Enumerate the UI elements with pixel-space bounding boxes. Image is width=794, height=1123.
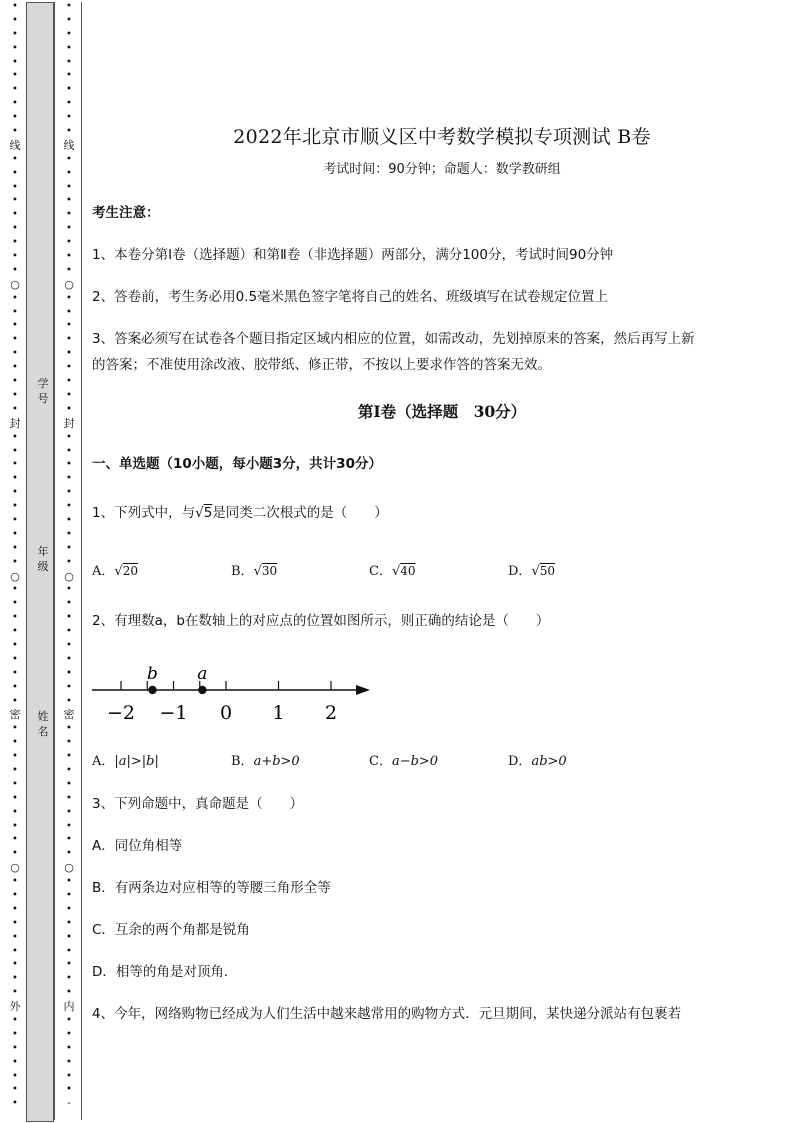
outer-binding-word: 外 xyxy=(9,1000,21,1014)
q1-option-b xyxy=(231,560,277,579)
binding-dot: • xyxy=(66,959,72,971)
binding-dot: • xyxy=(12,501,18,513)
binding-dot: • xyxy=(66,876,72,888)
option-letter: A． xyxy=(92,564,115,579)
binding-dot: • xyxy=(12,792,18,804)
binding-dot: • xyxy=(12,70,18,82)
binding-dot: • xyxy=(66,667,72,679)
binding-dot: • xyxy=(66,42,72,54)
binding-dot: • xyxy=(12,389,18,401)
binding-dot: • xyxy=(66,695,72,707)
binding-dot: • xyxy=(66,737,72,749)
binding-dot: • xyxy=(66,251,72,263)
binding-dot: • xyxy=(12,473,18,485)
binding-dot: • xyxy=(12,737,18,749)
notice-item-1: 1、本卷分第I卷（选择题）和第Ⅱ卷（非选择题）两部分，满分100分，考试时间90分钟 xyxy=(92,247,614,263)
binding-dot: • xyxy=(66,501,72,513)
binding-dot: • xyxy=(66,56,72,68)
binding-dot: • xyxy=(66,292,72,304)
question-2: 2、有理数a，b在数轴上的对应点的位置如图所示，则正确的结论是（ ） xyxy=(92,613,550,629)
number-line-tick-label: 0 xyxy=(219,702,233,724)
binding-dot: • xyxy=(66,98,72,110)
binding-ring: ○ xyxy=(64,277,74,291)
option-letter: B． xyxy=(231,754,254,769)
binding-dot: • xyxy=(12,320,18,332)
binding-dot: • xyxy=(66,84,72,96)
binding-dot: • xyxy=(12,14,18,26)
binding-dot: • xyxy=(12,639,18,651)
binding-dot: • xyxy=(66,834,72,846)
binding-dot: • xyxy=(12,1098,18,1110)
name-label: 姓名 xyxy=(37,710,49,738)
binding-dot: • xyxy=(12,1084,18,1096)
inner-binding-word: 线 xyxy=(63,138,75,152)
binding-dot: • xyxy=(66,945,72,957)
binding-dot: • xyxy=(12,528,18,540)
binding-dot: • xyxy=(12,848,18,860)
q1-option-a xyxy=(92,560,138,579)
option-expression: a−b>0 xyxy=(391,754,439,769)
notice-item-2: 2、答卷前，考生务必用0.5毫米黑色签字笔将自己的姓名、班级填写在试卷规定位置上 xyxy=(92,289,609,305)
binding-dot: • xyxy=(66,389,72,401)
binding-dot: • xyxy=(66,1084,72,1096)
number-line-tick-label: −2 xyxy=(106,702,136,724)
binding-dot: • xyxy=(12,264,18,276)
binding-dot: • xyxy=(12,820,18,832)
binding-dot: • xyxy=(66,903,72,915)
binding-ring: ○ xyxy=(64,569,74,583)
binding-dot: • xyxy=(12,167,18,179)
binding-end-mark: - xyxy=(67,1098,71,1110)
binding-dot: • xyxy=(66,514,72,526)
binding-dot: • xyxy=(66,598,72,610)
number-line-tick-label: 2 xyxy=(324,702,338,724)
binding-dot: • xyxy=(66,639,72,651)
number-line-tick-label: −1 xyxy=(159,702,188,724)
notice-item-3-line-2: 的答案；不准使用涂改液、胶带纸、修正带，不按以上要求作答的答案无效。 xyxy=(92,357,551,373)
binding-dot: • xyxy=(12,626,18,638)
binding-dot: • xyxy=(12,876,18,888)
binding-dot: • xyxy=(12,598,18,610)
binding-dot: • xyxy=(12,931,18,943)
binding-dot: • xyxy=(66,778,72,790)
question-1-text-before: 1、下列式中，与 xyxy=(92,505,196,521)
student-number-label: 学号 xyxy=(37,377,49,405)
binding-dot: • xyxy=(66,556,72,568)
binding-dot: • xyxy=(12,681,18,693)
binding-dot: • xyxy=(66,459,72,471)
option-letter: A． xyxy=(92,754,115,769)
binding-dot: • xyxy=(12,56,18,68)
question-1 xyxy=(92,501,388,521)
exam-info: 考试时间：90分钟；命题人：数学教研组 xyxy=(323,162,561,177)
binding-dot: • xyxy=(66,1056,72,1068)
binding-dot: • xyxy=(66,653,72,665)
binding-dot: • xyxy=(12,209,18,221)
outer-binding-word: 封 xyxy=(9,416,21,430)
binding-dot: • xyxy=(12,973,18,985)
number-line-figure xyxy=(88,656,378,728)
binding-dot: • xyxy=(66,1070,72,1082)
binding-dot: • xyxy=(12,376,18,388)
binding-dot: • xyxy=(12,306,18,318)
option-radicand: 20 xyxy=(122,564,138,578)
binding-dot: • xyxy=(12,1015,18,1027)
binding-dot: • xyxy=(12,403,18,415)
binding-dot: • xyxy=(12,181,18,193)
binding-dot: • xyxy=(66,973,72,985)
binding-dot: • xyxy=(66,181,72,193)
binding-dot: • xyxy=(66,848,72,860)
binding-dot: • xyxy=(12,751,18,763)
q3-option-b: B．有两条边对应相等的等腰三角形全等 xyxy=(92,880,331,896)
binding-ring: ○ xyxy=(64,861,74,875)
binding-dot: • xyxy=(12,153,18,165)
binding-dot: • xyxy=(12,542,18,554)
binding-dot: • xyxy=(12,1028,18,1040)
inner-binding-column xyxy=(63,0,75,1123)
binding-dot: • xyxy=(66,820,72,832)
binding-dot: • xyxy=(66,376,72,388)
inner-binding-word: 内 xyxy=(63,1000,75,1014)
option-letter: D． xyxy=(508,754,532,769)
binding-dot: • xyxy=(66,70,72,82)
binding-dot: • xyxy=(12,223,18,235)
binding-dot: • xyxy=(12,917,18,929)
binding-dot: • xyxy=(12,945,18,957)
binding-dot: • xyxy=(66,626,72,638)
outer-binding-column xyxy=(9,0,21,1123)
option-radicand: 30 xyxy=(261,564,278,578)
binding-dot: • xyxy=(66,764,72,776)
binding-dot: • xyxy=(12,292,18,304)
binding-dot: • xyxy=(66,806,72,818)
binding-dot: • xyxy=(12,612,18,624)
binding-dot: • xyxy=(66,1042,72,1054)
q3-option-a: A．同位角相等 xyxy=(92,838,183,854)
binding-dot: • xyxy=(66,348,72,360)
binding-dot: • xyxy=(12,723,18,735)
binding-dot: • xyxy=(66,264,72,276)
binding-dot: • xyxy=(12,556,18,568)
binding-dot: • xyxy=(66,223,72,235)
question-4: 4、今年，网络购物已经成为人们生活中越来越常用的购物方式．元旦期间，某快递分派站有包裹若 xyxy=(92,1006,682,1022)
binding-dot: • xyxy=(12,334,18,346)
option-radicand: 40 xyxy=(400,564,416,578)
inner-binding-word: 封 xyxy=(63,416,75,430)
class-label: 年级 xyxy=(37,545,49,573)
q3-option-c: C．互余的两个角都是锐角 xyxy=(92,922,250,938)
binding-dot: • xyxy=(66,987,72,999)
option-letter: B． xyxy=(231,564,254,579)
binding-dot: • xyxy=(66,1,72,12)
binding-dot: • xyxy=(66,890,72,901)
binding-dot: • xyxy=(12,487,18,499)
binding-dot: • xyxy=(12,778,18,790)
number-line-point xyxy=(148,686,156,694)
binding-dot: • xyxy=(66,112,72,124)
binding-dot: • xyxy=(12,653,18,665)
sqrt-sign: √ xyxy=(253,564,262,579)
binding-dot: • xyxy=(66,751,72,763)
binding-dot: • xyxy=(66,306,72,318)
notice-heading: 考生注意： xyxy=(92,205,160,221)
binding-dot: • xyxy=(12,28,18,40)
number-line-tick-label: 1 xyxy=(272,702,285,724)
number-line-point-label: a xyxy=(197,664,208,684)
binding-dot: • xyxy=(66,584,72,596)
binding-dot: • xyxy=(66,126,72,138)
binding-dot: • xyxy=(66,153,72,165)
page-title: 2022年北京市顺义区中考数学模拟专项测试 B卷 xyxy=(233,126,651,148)
option-expression: a+b>0 xyxy=(253,754,300,769)
binding-dot: • xyxy=(12,584,18,596)
binding-ring: ○ xyxy=(10,569,20,583)
binding-dot: • xyxy=(66,195,72,207)
q2-option-b xyxy=(231,750,300,769)
binding-dot: • xyxy=(12,362,18,374)
option-expression: ab>0 xyxy=(531,754,567,769)
binding-dot: • xyxy=(12,237,18,249)
binding-dot: • xyxy=(66,681,72,693)
binding-dot: • xyxy=(66,931,72,943)
binding-dot: • xyxy=(12,445,18,457)
binding-dot: • xyxy=(12,42,18,54)
inner-binding-word: 密 xyxy=(63,708,75,722)
q3-option-d: D．相等的角是对顶角． xyxy=(92,964,238,980)
binding-dot: • xyxy=(12,903,18,915)
binding-dot: • xyxy=(66,542,72,554)
question-1-radicand: 5 xyxy=(203,505,213,521)
binding-dot: • xyxy=(66,334,72,346)
part-title: 第I卷（选择题 30分） xyxy=(357,402,527,421)
number-line-point xyxy=(198,686,206,694)
binding-dot: • xyxy=(12,84,18,96)
binding-ring: ○ xyxy=(10,861,20,875)
binding-dot: • xyxy=(66,612,72,624)
q1-option-c xyxy=(369,560,416,579)
binding-dot: • xyxy=(12,806,18,818)
binding-dot: • xyxy=(12,695,18,707)
binding-dot: • xyxy=(66,473,72,485)
binding-dot: • xyxy=(66,28,72,40)
question-3: 3、下列命题中，真命题是（ ） xyxy=(92,796,304,812)
binding-dot: • xyxy=(12,431,18,443)
binding-dot: • xyxy=(12,195,18,207)
binding-dot: • xyxy=(12,251,18,263)
binding-dot: • xyxy=(66,1015,72,1027)
binding-dot: • xyxy=(12,890,18,901)
binding-dot: • xyxy=(66,1028,72,1040)
binding-dot: • xyxy=(12,959,18,971)
binding-dot: • xyxy=(66,917,72,929)
binding-dot: • xyxy=(12,459,18,471)
outer-binding-word: 密 xyxy=(9,708,21,722)
question-1-text-after: 是同类二次根式的是（ ） xyxy=(212,505,388,521)
q1-option-d xyxy=(508,560,555,579)
binding-ring: ○ xyxy=(10,277,20,291)
sqrt-sign: √ xyxy=(114,564,123,579)
binding-dot: • xyxy=(12,1,18,12)
sqrt-sign: √ xyxy=(391,564,401,579)
sqrt-sign: √ xyxy=(195,505,204,521)
binding-dot: • xyxy=(12,1042,18,1054)
binding-dot: • xyxy=(66,237,72,249)
q2-option-d xyxy=(508,750,567,769)
option-letter: C． xyxy=(369,754,392,769)
binding-dot: • xyxy=(66,445,72,457)
binding-dot: • xyxy=(66,403,72,415)
binding-dot: • xyxy=(12,987,18,999)
section-heading: 一、单选题（10小题，每小题3分，共计30分） xyxy=(92,456,382,472)
option-expression: |a|>|b| xyxy=(114,754,159,769)
binding-dot: • xyxy=(12,834,18,846)
binding-dot: • xyxy=(66,167,72,179)
binding-dot: • xyxy=(66,362,72,374)
binding-dot: • xyxy=(66,487,72,499)
binding-dot: • xyxy=(12,98,18,110)
binding-dot: • xyxy=(66,209,72,221)
number-line-point-label: b xyxy=(147,664,158,684)
binding-dot: • xyxy=(12,514,18,526)
binding-dot: • xyxy=(12,348,18,360)
option-letter: D． xyxy=(508,564,532,579)
option-radicand: 50 xyxy=(539,564,556,578)
binding-dot: • xyxy=(12,1056,18,1068)
binding-dot: • xyxy=(66,320,72,332)
binding-dot: • xyxy=(66,723,72,735)
outer-binding-word: 线 xyxy=(9,138,21,152)
binding-dot: • xyxy=(66,431,72,443)
binding-dot: • xyxy=(66,792,72,804)
binding-dot: • xyxy=(12,667,18,679)
binding-dot: • xyxy=(12,112,18,124)
binding-dot: • xyxy=(12,126,18,138)
number-line-arrow xyxy=(356,685,370,695)
q2-option-c xyxy=(369,750,438,769)
q2-option-a xyxy=(92,750,159,769)
binding-dot: • xyxy=(12,1070,18,1082)
binding-dot: • xyxy=(66,14,72,26)
notice-item-3-line-1: 3、答案必须写在试卷各个题目指定区域内相应的位置，如需改动，先划掉原来的答案，然后再写上新 xyxy=(92,331,695,347)
sqrt-sign: √ xyxy=(531,564,540,579)
binding-dot: • xyxy=(12,764,18,776)
binding-dot: • xyxy=(66,528,72,540)
option-letter: C． xyxy=(369,564,392,579)
